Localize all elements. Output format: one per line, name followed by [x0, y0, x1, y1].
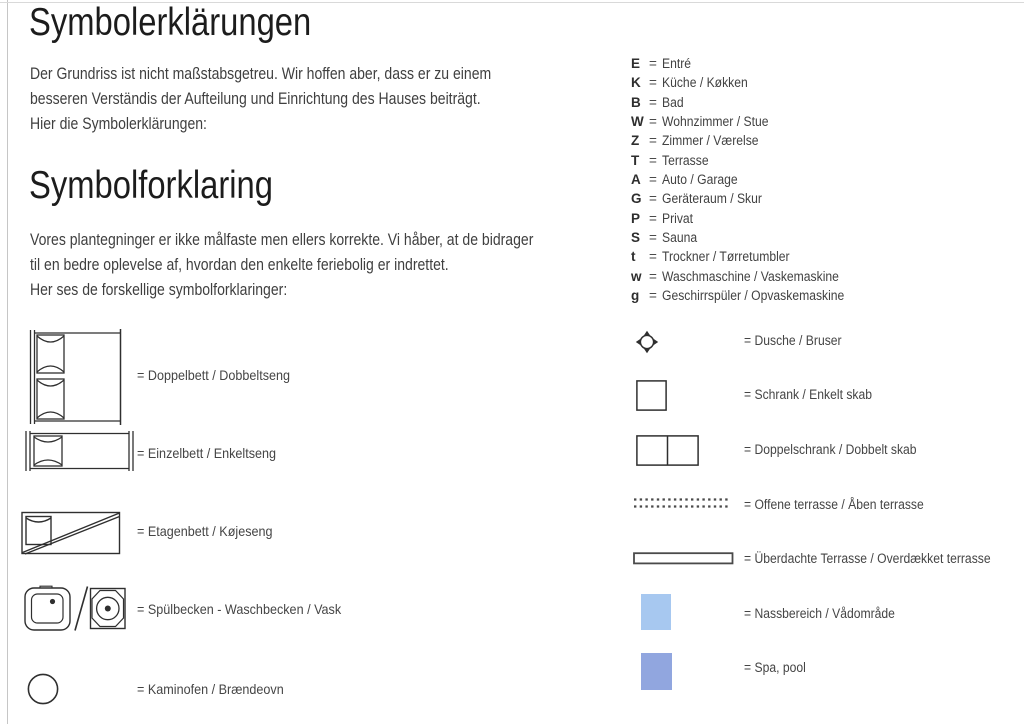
intro-danish — [30, 228, 622, 303]
intro-german — [30, 62, 573, 137]
wet-area-swatch — [641, 594, 671, 630]
wood-stove-icon — [26, 672, 60, 706]
bunk-bed-icon — [21, 507, 122, 555]
shower-icon — [635, 330, 659, 354]
slash-separator — [75, 587, 88, 631]
legend-label: = Doppelschrank / Dobbelt skab — [744, 442, 917, 457]
abbreviation-row: W = Wohnzimmer / Stue — [631, 114, 769, 130]
abbreviation-row: A = Auto / Garage — [631, 172, 738, 188]
abbreviation-row: S = Sauna — [631, 230, 698, 246]
intro-danish-line: til en bedre oplevelse af, hvordan den enkelte feriebolig er indrettet. — [30, 256, 449, 274]
legend-label: = Etagenbett / Køjeseng — [137, 523, 273, 539]
abbreviation-row: w = Waschmaschine / Vaskemaskine — [631, 268, 839, 284]
abbreviation-row: P = Privat — [631, 210, 694, 226]
intro-german-line: besseren Verständis der Aufteilung und Einrichtung des Hauses beiträgt. — [30, 90, 481, 108]
covered-terrace-icon — [633, 552, 734, 565]
intro-german-line: Hier die Symbolerklärungen: — [30, 115, 207, 133]
page-title-danish: Symbolforklaring — [29, 164, 273, 207]
legend-label: = Dusche / Bruser — [744, 333, 842, 348]
legend-label: = Doppelbett / Dobbeltseng — [137, 367, 291, 383]
double-cupboard-icon — [636, 435, 699, 466]
intro-danish-line: Her ses de forskellige symbolforklaringer: — [30, 281, 288, 299]
legend-label: = Spülbecken - Waschbecken / Vask — [137, 601, 342, 617]
intro-german-line: Der Grundriss ist nicht maßstabsgetreu. Wir hoffen aber, dass er zu einem — [30, 65, 492, 83]
abbreviation-row: Z = Zimmer / Værelse — [631, 133, 759, 149]
legend-label: = Einzelbett / Enkeltseng — [137, 445, 277, 461]
legend-label: = Schrank / Enkelt skab — [744, 387, 872, 402]
intro-danish-line: Vores plantegninger er ikke målfaste men ellers korrekte. Vi håber, at de bidrager — [30, 231, 534, 249]
sink-washbasin-icons — [24, 585, 126, 633]
abbreviation-row: E = Entré — [631, 56, 692, 71]
abbreviation-row: T = Terrasse — [631, 152, 709, 168]
legend-label: = Kaminofen / Brændeovn — [137, 681, 284, 697]
cupboard-icon — [636, 380, 667, 411]
legend-label: = Nassbereich / Vådområde — [744, 606, 895, 621]
legend-label: = Überdachte Terrasse / Overdækket terrasse — [744, 551, 991, 566]
abbreviation-row: g = Geschirrspüler / Opvaskemaskine — [631, 288, 845, 304]
abbreviation-row: B = Bad — [631, 94, 684, 110]
page-title-german: Symbolerklärungen — [29, 1, 312, 44]
spa-pool-swatch — [641, 653, 672, 690]
page-left-border — [7, 0, 8, 724]
legend-label: = Offene terrasse / Åben terrasse — [744, 497, 924, 512]
abbreviation-row: G = Geräteraum / Skur — [631, 191, 762, 207]
abbreviation-row: K = Küche / Køkken — [631, 75, 748, 91]
abbreviation-row: t = Trockner / Tørretumbler — [631, 249, 790, 265]
single-bed-icon — [24, 431, 135, 471]
abbreviation-list — [631, 54, 865, 305]
double-bed-icon — [28, 329, 125, 425]
legend-label: = Spa, pool — [744, 660, 806, 675]
open-terrace-icon — [633, 496, 729, 510]
